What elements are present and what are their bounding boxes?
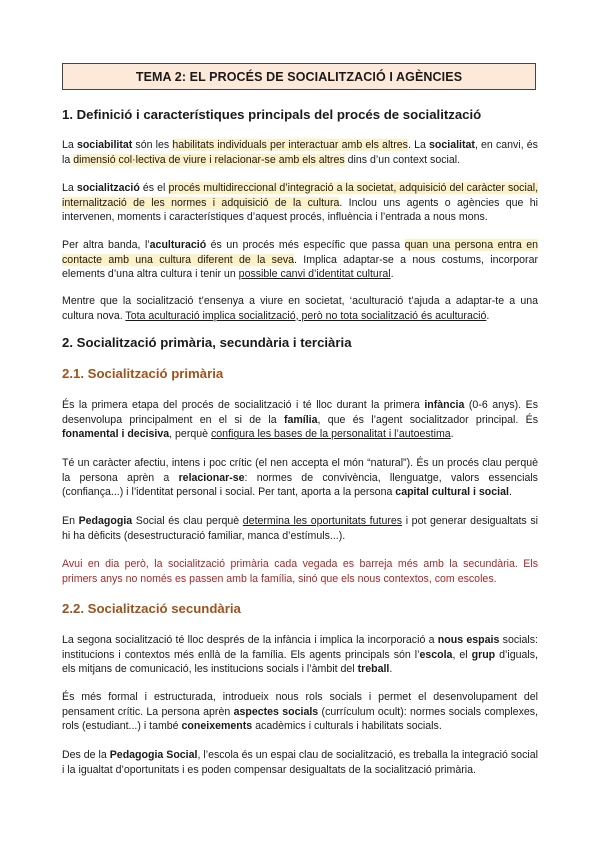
section-2-2-heading: 2.2. Socialització secundària: [62, 601, 241, 616]
section-2-1-heading: 2.1. Socialització primària: [62, 366, 224, 381]
paragraph-sociabilitat: La sociabilitat són les habilitats individuals per interactuar amb els altres. La socialitat, en canvi, és la dimensió col·lectiva de viure i relacionar-se amb els altres dins d’un context social.: [62, 139, 538, 166]
paragraph-comparison: Mentre que la socialització t’ensenya a viure en societat, ‘aculturació t’ajuda a adaptar-te a una cultura nova. Tota aculturació implica socialització, però no tota socialització és aculturació.: [62, 295, 538, 322]
paragraph-secundaria-pedagogia: Des de la Pedagogia Social, l’escola és un espai clau de socialització, es treballa la integració social i la igualtat d’oportunitats i es poden compensar desigualtats de la socialització primària.: [62, 749, 538, 776]
paragraph-primaria-etapa: És la primera etapa del procés de socialització i té lloc durant la primera infància (0-6 anys). Es desenvolupa principalment en el si de la família, que és l’agent socialitzador principal. És fonamental i decisiva, perquè configura les bases de la personalitat i l’autoestima.: [62, 399, 538, 441]
section-2-heading: 2. Socialització primària, secundària i terciària: [62, 335, 352, 350]
section-1-heading: 1. Definició i característiques principals del procés de socialització: [62, 107, 482, 122]
paragraph-secundaria-agents: La segona socialització té lloc després de la infància i implica la incorporació a nous espais socials: institucions i contextos més enllà de la família. Els agents principals són l’escola, el grup d’iguals, els mitjans de comunicació, les institucions socials i l’àmbit del treball.: [62, 634, 539, 676]
paragraph-primaria-avui: Avui en dia però, la socialització primària cada vegada es barreja més amb la secundària. Els primers anys no només es passen amb la família, sinó que els nous contextos, com escoles.: [62, 558, 538, 585]
paragraph-aculturacio: Per altra banda, l’aculturació és un procés més específic que passa quan una persona entra en contacte amb una cultura diferent de la seva. Implica adaptar-se a nous costums, incorporar elements d’una altra cultura i tenir un possible canvi d’identitat cultural.: [62, 239, 538, 281]
document-title: TEMA 2: EL PROCÉS DE SOCIALITZACIÓ I AGÈNCIES: [62, 63, 536, 90]
paragraph-secundaria-formal: És més formal i estructurada, introdueix nous rols socials i permet el desenvolupament del pensament crític. La persona aprèn aspectes socials (currículum ocult): normes socials complexes, rols (estudiant...) i també coneixements acadèmics i culturals i habilitats socials.: [62, 691, 539, 733]
paragraph-socialitzacio: La socialització és el procés multidireccional d’integració a la societat, adquisició del caràcter social, internalització de les normes i adquisició de la cultura. Inclou uns agents o agències que hi intervenen, moments i característiques d’aquest procés, influència i l’entrada a nous mons.: [62, 182, 539, 224]
paragraph-primaria-pedagogia: En Pedagogia Social és clau perquè determina les oportunitats futures i pot generar desigualtats si hi ha dèficits (desestructuració familiar, manca d’estímuls...).: [62, 515, 538, 542]
paragraph-primaria-caracter: Té un caràcter afectiu, intens i poc crític (el nen accepta el món “natural”). És un procés clau perquè la persona aprèn a relacionar-se: normes de convivència, llenguatge, valors essencials (confiança...) i l’identitat personal i social. Per tant, aporta a la persona capital cultural i social.: [62, 457, 538, 499]
